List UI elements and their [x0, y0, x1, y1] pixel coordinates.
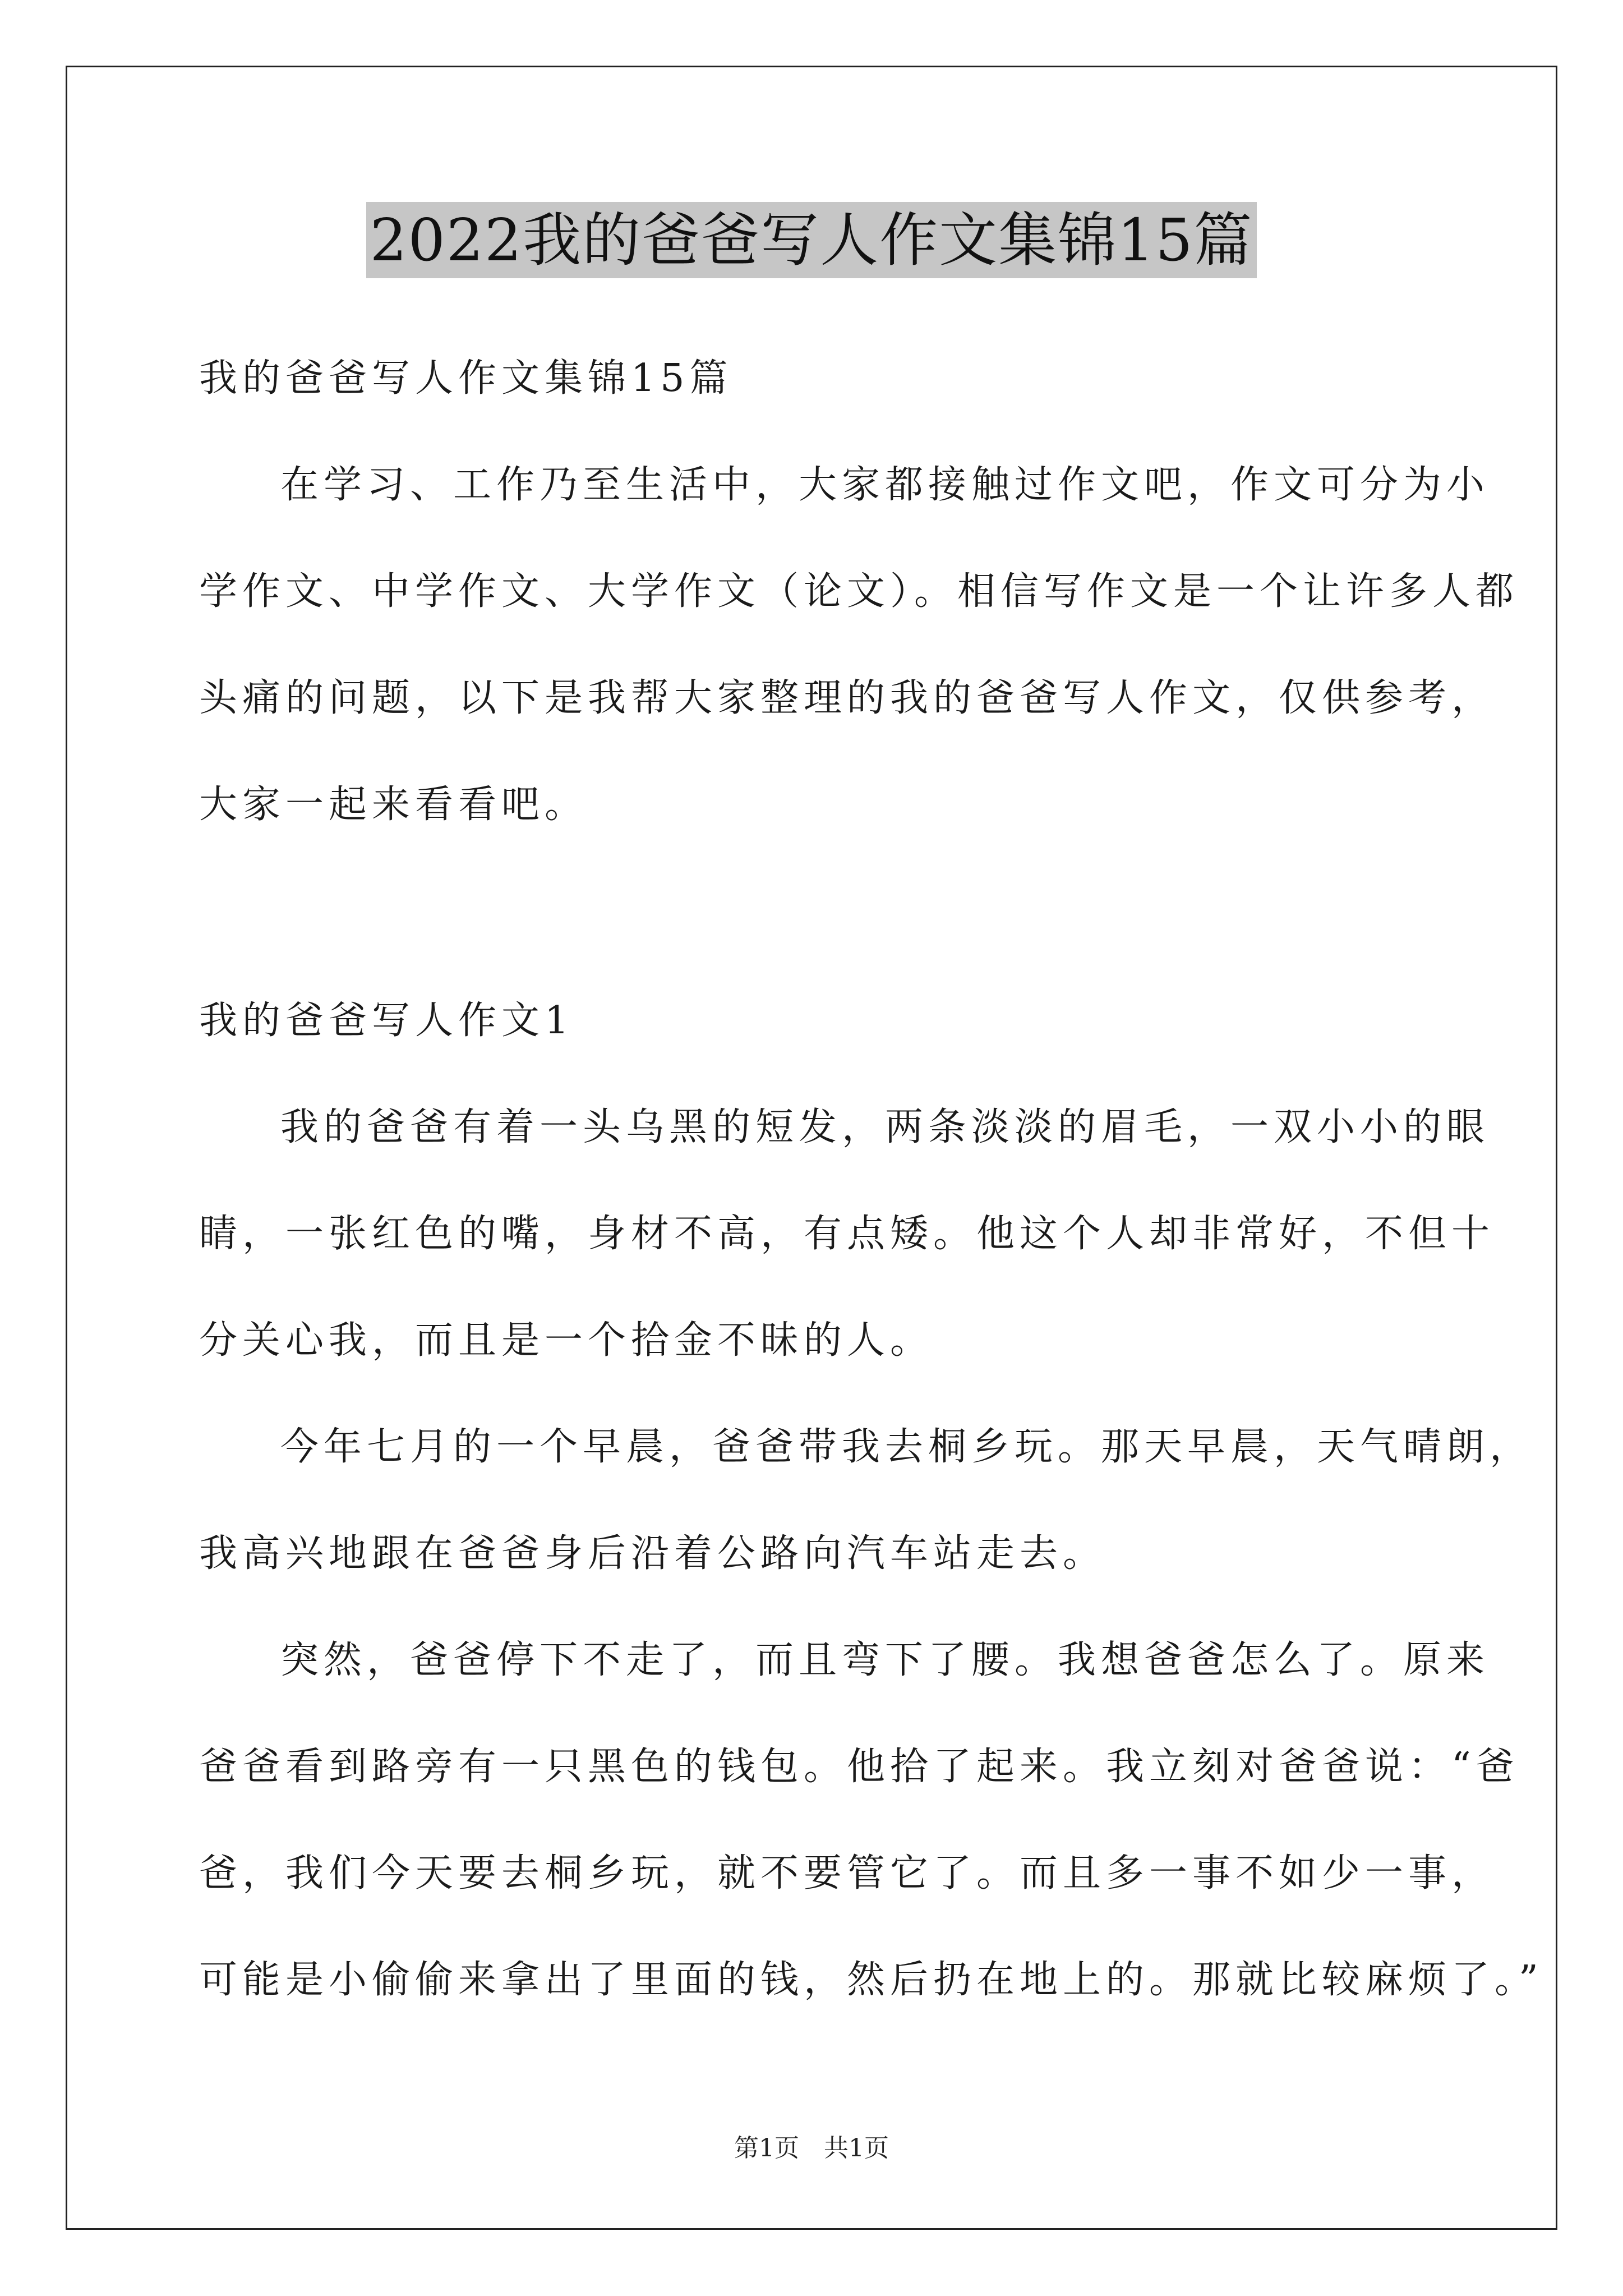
body-line: 今年七月的一个早晨，爸爸带我去桐乡玩。那天早晨，天气晴朗， [280, 1425, 1533, 1469]
intro-line: 大家一起来看看吧。 [199, 783, 588, 827]
intro-line: 头痛的问题，以下是我帮大家整理的我的爸爸写人作文，仅供参考， [199, 676, 1495, 720]
body-line: 睛，一张红色的嘴，身材不高，有点矮。他这个人却非常好，不但十 [199, 1212, 1495, 1256]
title-container [0, 202, 1623, 278]
body-line: 爸爸看到路旁有一只黑色的钱包。他拾了起来。我立刻对爸爸说：“爸 [199, 1745, 1519, 1789]
subtitle-line: 我的爸爸写人作文集锦15篇 [199, 356, 733, 401]
section-heading: 我的爸爸写人作文1 [199, 999, 574, 1043]
page-footer: 第1页 共1页 [734, 2134, 889, 2162]
body-line: 分关心我，而且是一个拾金不昧的人。 [199, 1318, 934, 1363]
body-line: 突然，爸爸停下不走了，而且弯下了腰。我想爸爸怎么了。原来 [280, 1638, 1490, 1682]
intro-line: 学作文、中学作文、大学作文（论文）。相信写作文是一个让许多人都 [199, 569, 1519, 614]
document-title: 2022我的爸爸写人作文集锦15篇 [366, 202, 1256, 278]
intro-line: 在学习、工作乃至生活中，大家都接触过作文吧，作文可分为小 [280, 463, 1490, 507]
body-line: 我高兴地跟在爸爸身后沿着公路向汽车站走去。 [199, 1531, 1106, 1576]
body-line: 可能是小偷偷来拿出了里面的钱，然后扔在地上的。那就比较麻烦了。” [199, 1958, 1543, 2002]
body-line: 爸，我们今天要去桐乡玩，就不要管它了。而且多一事不如少一事， [199, 1851, 1495, 1895]
body-line: 我的爸爸有着一头乌黑的短发，两条淡淡的眉毛，一双小小的眼 [280, 1105, 1490, 1149]
